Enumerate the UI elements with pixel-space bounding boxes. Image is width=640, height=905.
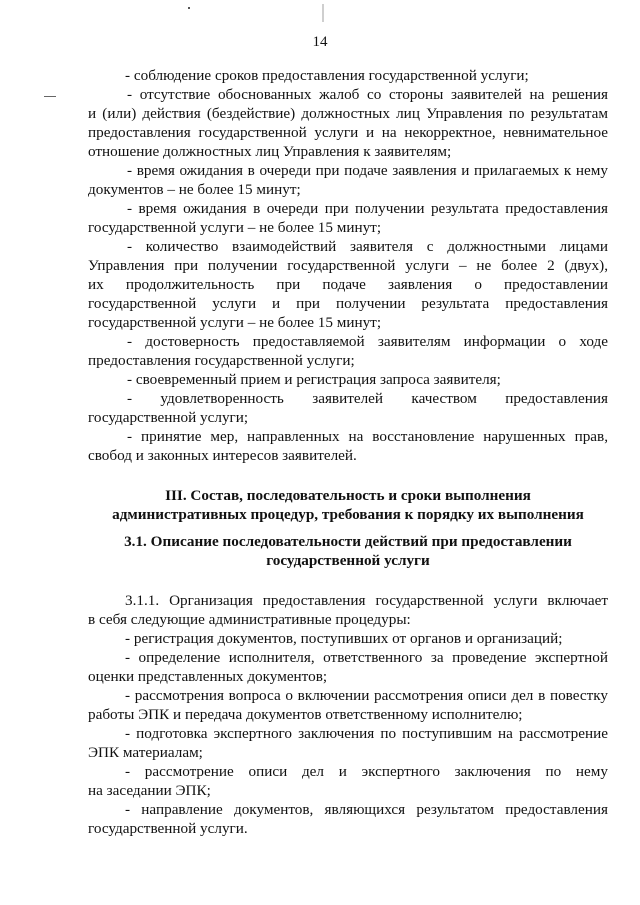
text-line: - регистрация документов, поступивших от органов и организаций; [125,630,563,647]
section-heading [88,486,608,524]
text-line: на заседании ЭПК; [88,782,211,799]
text-line: 3.1.1. Организация предоставления государственной услуги включает [125,592,608,609]
text-line: - рассмотрение описи дел и экспертного заключения по нему [125,763,608,780]
text-line: отношение должностных лиц Управления к заявителям; [88,143,452,160]
document-body [88,66,608,838]
page-number: 14 [312,34,328,50]
heading-line: 3.1. Описание последовательности действий при предоставлении [124,533,572,550]
text-line: предоставления государственной услуги и на некорректное, невнимательное [88,124,608,141]
text-line: государственной услуги. [88,820,248,837]
scan-mark [44,96,56,97]
scan-mark [322,4,324,22]
text-line: - количество взаимодействий заявителя с должностными лицами [127,238,608,255]
text-line: государственной услуги и при получении результата предоставления [88,295,608,312]
text-line: документов – не более 15 минут; [88,181,301,198]
text-line: в себя следующие административные процедуры: [88,611,411,628]
text-line: - своевременный прием и регистрация запроса заявителя; [127,371,501,388]
procedures-list [88,591,608,838]
text-line: и (или) действия (бездействие) должностных лиц Управления по результатам [88,105,608,122]
heading-line: III. Состав, последовательность и сроки выполнения [165,487,531,504]
text-line: работы ЭПК и передача документов ответственному исполнителю; [88,706,523,723]
text-line: - время ожидания в очереди при получении результата предоставления [127,200,608,217]
subsection-heading [88,532,608,570]
heading-line: административных процедур, требования к порядку их выполнения [112,506,584,523]
text-line: ЭПК материалам; [88,744,203,761]
text-line: - удовлетворенность заявителей качеством предоставления [127,390,608,407]
text-line: оценки представленных документов; [88,668,328,685]
text-line: свобод и законных интересов заявителей. [88,447,357,464]
text-line: - принятие мер, направленных на восстановление нарушенных прав, [127,428,608,445]
scan-mark [188,7,190,9]
text-line: - подготовка экспертного заключения по поступившим на рассмотрение [125,725,608,742]
text-line: Управления при получении государственной услуги – не более 2 (двух), [88,257,608,274]
heading-line: государственной услуги [266,552,430,569]
text-line: - время ожидания в очереди при подаче заявления и прилагаемых к нему [127,162,608,179]
text-line: - достоверность предоставляемой заявителям информации о ходе [127,333,608,350]
text-line: - рассмотрения вопроса о включении рассмотрения описи дел в повестку [125,687,608,704]
text-line: их продолжительность при подаче заявления о предоставлении [88,276,608,293]
text-line: государственной услуги – не более 15 минут; [88,314,382,331]
text-line: - направление документов, являющихся результатом предоставления [125,801,608,818]
text-line: государственной услуги; [88,409,249,426]
text-line: - соблюдение сроков предоставления государственной услуги; [125,67,529,84]
text-line: - отсутствие обоснованных жалоб со стороны заявителей на решения [127,86,608,103]
text-line: - определение исполнителя, ответственного за проведение экспертной [125,649,608,666]
text-line: предоставления государственной услуги; [88,352,355,369]
text-line: государственной услуги – не более 15 минут; [88,219,382,236]
quality-indicators-list [88,66,608,465]
